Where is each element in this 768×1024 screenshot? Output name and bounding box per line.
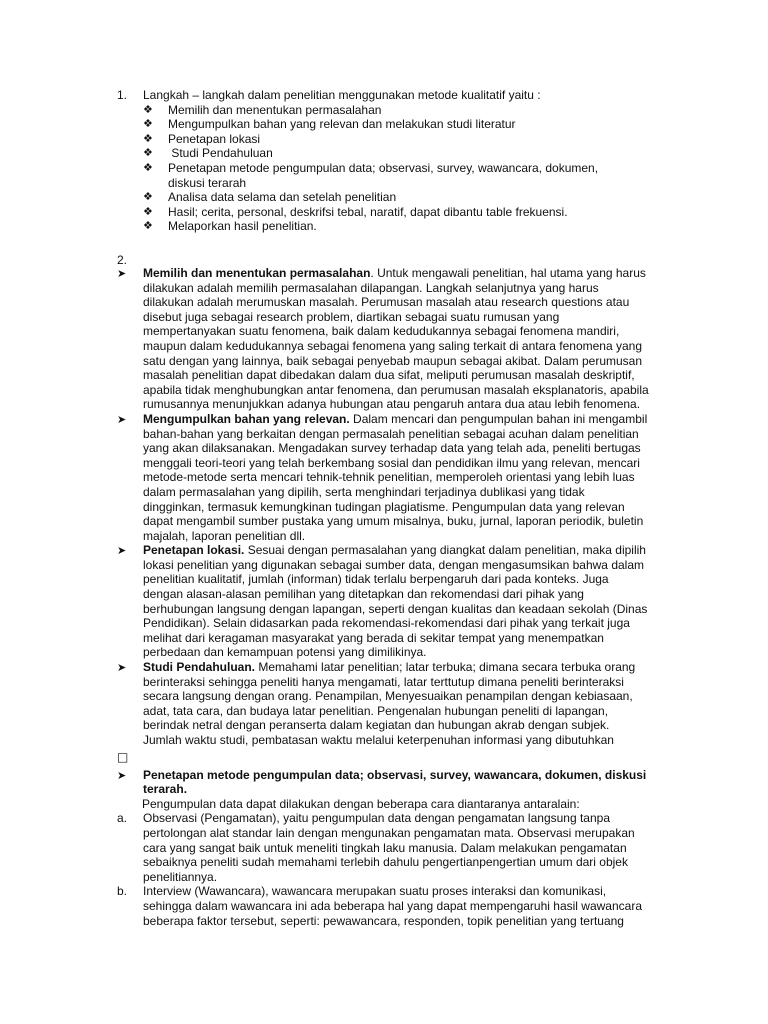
paragraph-studi — [117, 660, 649, 748]
list-item: ❖ Penetapan lokasi — [143, 131, 261, 146]
paragraph-title: Penetapan metode pengumpulan data; observasi, survey, wawancara, dokumen, diskusi terarah. — [143, 767, 647, 797]
paragraph-permasalahan — [117, 266, 649, 412]
diamond-bullet-icon: ❖ — [143, 191, 153, 204]
missing-glyph-icon: □ — [117, 749, 129, 764]
diamond-bullet-icon: ❖ — [143, 118, 153, 131]
paragraph-lokasi — [117, 543, 649, 660]
sub-item-label: a. — [117, 811, 128, 826]
paragraph-bahan — [117, 412, 649, 543]
missing-glyph-line — [117, 748, 649, 768]
diamond-bullet-icon: ❖ — [143, 132, 153, 145]
paragraph-title: Memilih dan menentukan permasalahan — [143, 266, 371, 280]
section-1-heading: Langkah – langkah dalam penelitian menggunakan metode kualitatif yaitu : — [143, 88, 541, 102]
paragraph-body: Sesuai dengan permasalahan yang diangkat dalam penelitian, maka dipilih lokasi penelitian yang digunakan sebagai sumber data, dengan mengasumsikan bahwa dalam penelitian kualitatif, jumlah (informan) tidak terlalu berpengaruh dari pada konteks. Juga dengan alasan-alasan pemilihan yang ditetapkan dan rekomendasi dari pihak yang berhubungan langsung dengan lapangan, seperti dengan kualitas dan keadaan sekolah (Dinas Pendidikan). Selain didasarkan pada rekomendasi-rekomendasi dari pihak yang terkait juga melihat dari keragaman masyarakat yang berada di sekitar tempat yang menempatkan perbedaan dan kemampuan potensi yang dimilikinya. — [143, 543, 648, 660]
section-1-list — [117, 103, 657, 234]
paragraph-metode — [117, 768, 649, 797]
paragraph-body: . Untuk mengawali penelitian, hal utama yang harus dilakukan adalah memilih permasalahan dilapangan. Langkah selanjutnya yang harus dilakukan adalah merumuskan masalah. Perumusan masalah atau research questions atau disebut juga sebagai research problem, diartikan sebagai suatu rumusan yang mempertanyakan suatu fenomena, baik dalam kedudukannya sebagai fenomena mandiri, maupun dalam kedudukannya sebagai fenomena yang saling terkait di antara fenomena yang satu dengan yang lainnya, baik sebagai penyebab maupun sebagai akibat. Dalam perumusan masalah penelitian dapat dibedakan dalam dua sifat, meliputi perumusan masalah deskriptif, apabila tidak menghubungkan antar fenomena, dan perumusan masalah eksplanatoris, apabila rumusannya menunjukkan adanya hubungan atau pengaruh antara dua atau lebih fenomena. — [143, 266, 649, 412]
arrow-bullet-icon: ➤ — [117, 769, 127, 782]
diamond-bullet-icon: ❖ — [143, 161, 153, 174]
list-item: ❖ Mengumpulkan bahan yang relevan dan melakukan studi literatur — [143, 117, 516, 132]
list-item: ❖ Analisa data selama dan setelah penelitian — [143, 190, 397, 205]
paragraph-title: Studi Pendahuluan. — [143, 660, 256, 675]
paragraph-body: Dalam mencari dan pengumpulan bahan ini mengambil bahan-bahan yang berkaitan dengan permasalah penelitian sebagai acuhan dalam penelitian yang akan dilaksanakan. Mengadakan survey terhadap data yang telah ada, peneliti bertugas menggali teori-teori yang telah berkembang sosial dan pendidikan ilmu yang relevan, mencari metode-metode serta mencari tehnik-tehnik penelitian, memperoleh orientasi yang lebih luas dalam permasalahan yang dipilih, serta menghindari terjadinya dublikasi yang tidak dingginkan, termasuk kemungkinan tudingan plagiatisme. Pengumpulan data yang relevan dapat mengambil sumber pustaka yang umum misalnya, buku, jurnal, laporan periodik, buletin majalah, laporan penelitian dll. — [143, 411, 648, 543]
diamond-bullet-icon: ❖ — [143, 220, 153, 233]
arrow-bullet-icon: ➤ — [117, 413, 127, 426]
list-item: ❖ Memilih dan menentukan permasalahan — [143, 102, 382, 117]
arrow-bullet-icon: ➤ — [117, 662, 127, 675]
section-1-number: 1. — [117, 88, 128, 102]
paragraph-title: Penetapan lokasi. — [143, 543, 245, 558]
section-2 — [117, 266, 649, 928]
section-2-number: 2. — [117, 253, 128, 267]
diamond-bullet-icon: ❖ — [143, 103, 153, 116]
list-item: ❖ Melaporkan hasil penelitian. — [143, 219, 317, 234]
diamond-bullet-icon: ❖ — [143, 205, 153, 218]
diamond-bullet-icon: ❖ — [143, 147, 153, 160]
paragraph-title: Mengumpulkan bahan yang relevan. — [143, 411, 350, 426]
sub-item-text: Observasi (Pengamatan), yaitu pengumpulan data dengan pengamatan langsung tanpa pertolongan alat standar lain dengan mengunakan pengamatan mata. Observasi merupakan cara yang sangat baik untuk meneliti tingkah laku manusia. Dalam melakukan pengamatan sebaiknya peneliti sudah memahami terlebih dahulu pengertianpengertian umum dari objek penelitiannya. — [143, 811, 635, 884]
section-1-heading-row — [117, 88, 657, 103]
sub-item-interview — [117, 884, 649, 928]
list-item: ❖ Studi Pendahuluan — [143, 146, 273, 161]
list-item: ❖ Hasil; cerita, personal, deskrifsi tebal, naratif, dapat dibantu table frekuensi. — [143, 204, 568, 219]
sub-item-label: b. — [117, 884, 128, 899]
sub-item-text: Interview (Wawancara), wawancara merupakan suatu proses interaksi dan komunikasi, sehingga dalam wawancara ini ada beberapa hal yang dapat mempengaruhi hasil wawancara beberapa faktor tersebut, seperti: pewawancara, responden, topik penelitian yang tertuang — [143, 884, 642, 928]
arrow-bullet-icon: ➤ — [117, 545, 127, 558]
paragraph-intro: Pengumpulan data dapat dilakukan dengan beberapa cara diantaranya antaralain: — [142, 796, 580, 811]
paragraph-body: Memahami latar penelitian; latar terbuka; dimana secara terbuka orang berinteraksi sehingga peneliti hanya mengamati, latar terttutup dimana peneliti berinteraksi secara langsung dengan orang. Penampilan, Menyesuaikan penampilan dengan kebiasaan, adat, tata cara, dan budaya latar penelitian. Pengenalan hubungan peneliti di lapangan, berindak netral dengan peranserta dalam kegiatan dan hubungan akrab dengan subjek. Jumlah waktu studi, pembatasan waktu melalui keterpenuhan informasi yang dibutuhkan — [143, 660, 636, 747]
section-1 — [117, 88, 657, 234]
list-item: ❖ Penetapan metode pengumpulan data; observasi, survey, wawancara, dokumen, diskusi terarah — [143, 160, 599, 190]
arrow-bullet-icon: ➤ — [117, 268, 127, 280]
sub-item-observasi — [117, 811, 649, 884]
